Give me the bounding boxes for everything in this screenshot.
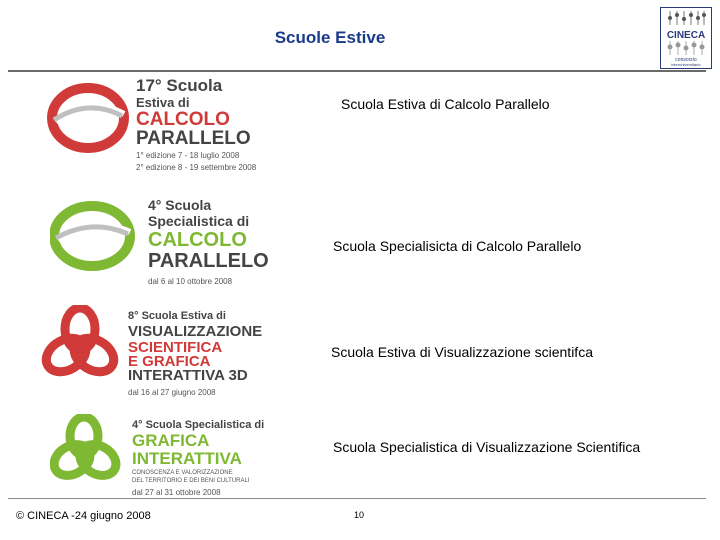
page-title: Scuole Estive [274,28,386,47]
logo-4-line-2: GRAFICA [132,431,210,450]
page-number: 10 [354,510,365,520]
footer-copyright: © CINECA -24 giugno 2008 [16,510,151,522]
logo-4-line-5: DEL TERRITORIO E DEI BENI CULTURALI [132,478,250,484]
cineca-brand: CINECA [666,30,706,41]
logo-3-line-1: 8° Scuola Estiva di [128,310,226,322]
logo-2-line-3: CALCOLO [148,229,247,251]
course-label-3: Scuola Estiva di Visualizzazione scientifca [331,344,593,360]
cineca-tagline-2: interuniversitario [671,62,701,67]
logo-2-line-4: PARALLELO [148,250,269,272]
logo-4-line-3: INTERATTIVA [132,449,242,468]
logo-1-line-5: 1° edizione 7 - 18 luglio 2008 [136,151,240,160]
course-label-4: Scuola Specialistica di Visualizzazione Scientifica [333,439,641,455]
logo-1-line-3: CALCOLO [136,109,230,130]
course-label-2: Scuola Specialisicta di Calcolo Parallelo [333,238,582,254]
school-logo-calcolo-specialistica [50,192,298,292]
footer-divider [8,498,706,499]
cineca-logo [660,7,712,69]
logo-1-line-1: 17° Scuola [136,76,223,95]
school-logo-visualizzazione-estiva [34,305,284,401]
logo-2-line-1: 4° Scuola [148,197,212,213]
course-label-1: Scuola Estiva di Calcolo Parallelo [341,96,550,112]
logo-4-line-1: 4° Scuola Specialistica di [132,419,265,431]
cineca-tagline-1: consorzio [675,57,697,63]
logo-3-line-4: E GRAFICA [128,353,211,370]
school-logo-calcolo-estiva [46,74,286,178]
logo-2-line-5: dal 6 al 10 ottobre 2008 [148,277,233,286]
logo-1-line-6: 2° edizione 8 - 19 settembre 2008 [136,163,257,172]
logo-3-line-6: dal 16 al 27 giugno 2008 [128,388,216,397]
header-divider [8,70,706,72]
school-logo-grafica-specialistica [50,414,288,500]
logo-3-line-2: VISUALIZZAZIONE [128,323,263,340]
logo-4-line-6: dal 27 al 31 ottobre 2008 [132,488,221,497]
logo-1-line-2: Estiva di [136,95,190,110]
logo-3-line-3: SCIENTIFICA [128,339,223,356]
logo-1-line-4: PARALLELO [136,128,251,149]
logo-3-line-5: INTERATTIVA 3D [128,367,248,384]
logo-2-line-2: Specialistica di [148,213,250,229]
logo-4-line-4: CONOSCENZA E VALORIZZAZIONE [132,470,233,476]
